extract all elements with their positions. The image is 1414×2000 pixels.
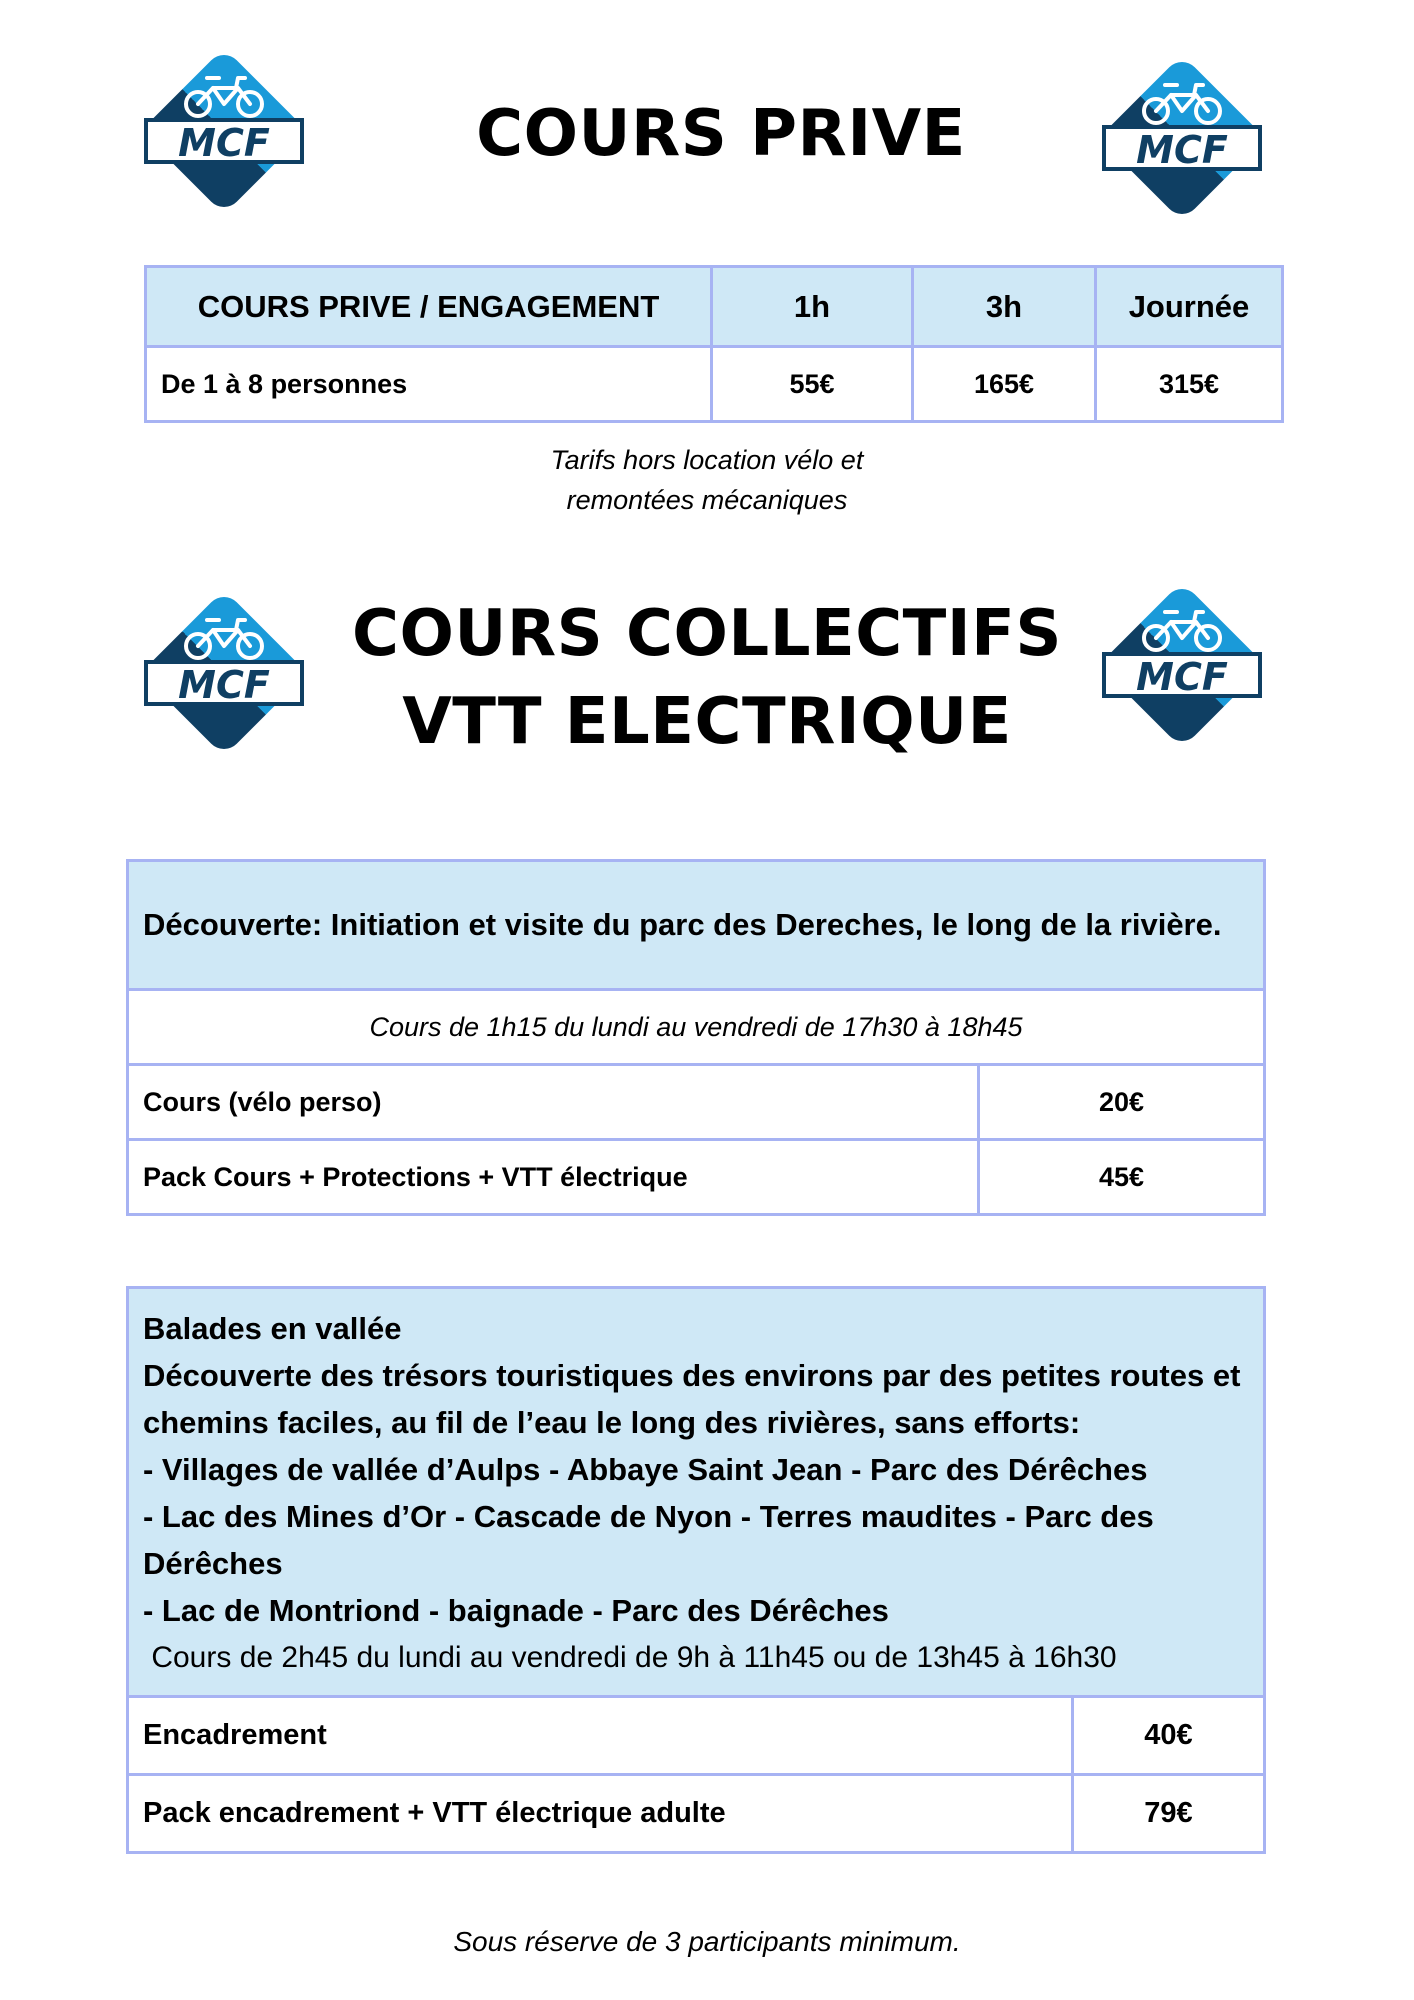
table-header: 1h (712, 267, 913, 347)
table-header: COURS PRIVE / ENGAGEMENT (146, 267, 712, 347)
private-lessons-table (144, 265, 1284, 423)
decouverte-header: Découverte: Initiation et visite du parc des Dereches, le long de la rivière. (128, 861, 1265, 990)
decouverte-table (126, 859, 1266, 1216)
table-cell: Encadrement (128, 1697, 1073, 1775)
price-cell: 20€ (979, 1065, 1265, 1140)
balades-description: Balades en vallée Découverte des trésors touristiques des environs par des petites routes et chemins faciles, au fil de l’eau le long des rivières, sans efforts: - Villages de vallée d’Aulps - Abbaye Saint Jean - Parc des Dérêches - Lac des Mines d’Or - Cascade de Nyon - Terres maudites - Parc des Dérêches - Lac de Montriond - baignade - Parc des Dérêches Cours de 2h45 du lundi au vendredi de 9h à 11h45 ou de 13h45 à 16h30 (128, 1288, 1265, 1697)
section-title: COURS COLLECTIFS VTT ELECTRIQUE (352, 597, 1062, 759)
footer-note: Sous réserve de 3 participants minimum. (453, 1926, 961, 1957)
table-cell: 165€ (913, 347, 1096, 422)
table-cell: 315€ (1096, 347, 1283, 422)
table-cell: Pack Cours + Protections + VTT électrique (128, 1140, 979, 1215)
tarifs-note: Tarifs hors location vélo et remontées mécaniques (550, 445, 864, 515)
price-cell: 79€ (1073, 1775, 1265, 1853)
table-header: 3h (913, 267, 1096, 347)
price-cell: 40€ (1073, 1697, 1265, 1775)
table-cell: Cours (vélo perso) (128, 1065, 979, 1140)
decouverte-schedule: Cours de 1h15 du lundi au vendredi de 17h30 à 18h45 (128, 990, 1265, 1065)
balades-table (126, 1286, 1266, 1854)
table-header: Journée (1096, 267, 1283, 347)
table-cell: Pack encadrement + VTT électrique adulte (128, 1775, 1073, 1853)
page-title: COURS PRIVE (476, 97, 966, 171)
price-cell: 45€ (979, 1140, 1265, 1215)
table-cell: 55€ (712, 347, 913, 422)
table-cell: De 1 à 8 personnes (146, 347, 712, 422)
